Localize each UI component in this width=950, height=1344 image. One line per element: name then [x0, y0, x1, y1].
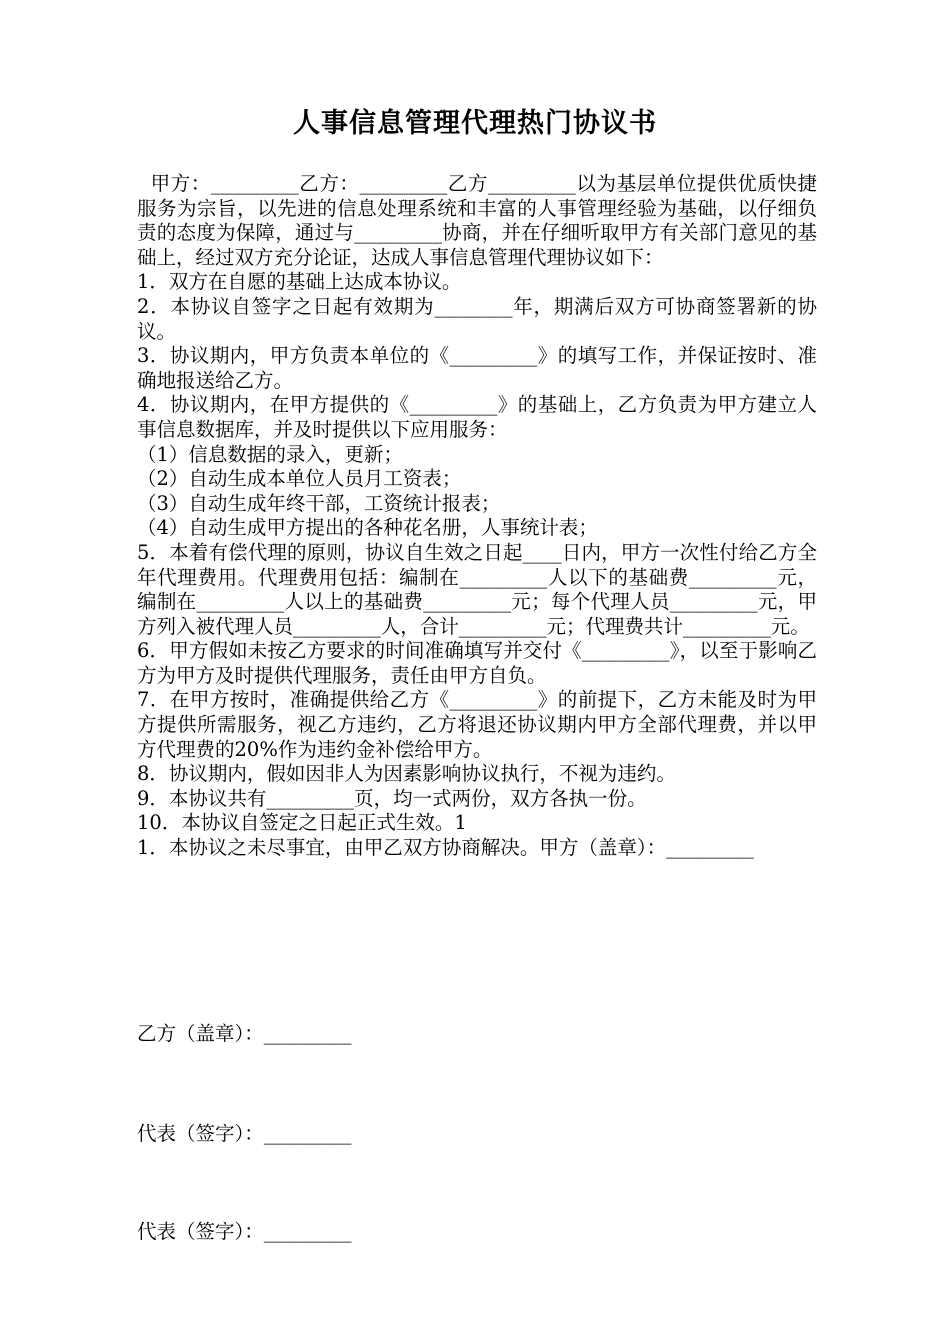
service-item-1: （1）信息数据的录入，更新； [137, 442, 403, 466]
clause-5: 5．本着有偿代理的原则，协议自生效之日起____日内，甲方一次性付给乙方全年代理费用。代理费用包括：编制在_________人以下的基础费_________元，编制在_________人以上的基础费_________元；每个代理人员_________元，甲方列入被代理人员_________人，合计_________元；代理费共计_________元。 [137, 540, 817, 638]
service-item-2: （2）自动生成本单位人员月工资表； [137, 467, 462, 491]
clause-3: 3．协议期内，甲方负责本单位的《_________》的填写工作，并保证按时、准确地报送给乙方。 [137, 344, 817, 392]
clause-11-party-a-seal: 1．本协议之未尽事宜，由甲乙双方协商解决。甲方（盖章）：_________ [137, 836, 754, 860]
clause-7: 7．在甲方按时，准确提供给乙方《_________》的前提下，乙方未能及时为甲方提供所需服务，视乙方违约，乙方将退还协议期内甲方全部代理费，并以甲方代理费的20%作为违约金补偿给甲方。 [137, 688, 817, 761]
intro-paragraph: 甲方：_________乙方：_________乙方_________以为基层单位提供优质快捷服务为宗旨，以先进的信息处理系统和丰富的人事管理经验为基础，以仔细负责的态度为保障，通过与_________协商，并在仔细听取甲方有关部门意见的基础上，经过双方充分论证，达成人事信息管理代理协议如下： [137, 172, 817, 269]
document-title: 人事信息管理代理热门协议书 [293, 108, 657, 139]
service-item-4: （4）自动生成甲方提出的各种花名册，人事统计表； [137, 516, 598, 540]
clause-2: 2．本协议自签字之日起有效期为________年，期满后双方可协商签署新的协议。 [137, 294, 817, 343]
party-b-seal-line: 乙方（盖章）：_________ [137, 1022, 352, 1045]
clause-4: 4．协议期内，在甲方提供的《_________》的基础上，乙方负责为甲方建立人事信息数据库，并及时提供以下应用服务： [137, 393, 817, 441]
document-body [137, 172, 817, 861]
service-item-3: （3）自动生成年终干部，工资统计报表； [137, 491, 501, 515]
clause-10: 10．本协议自签定之日起正式生效。1 [137, 811, 467, 835]
clause-1: 1．双方在自愿的基础上达成本协议。 [137, 270, 462, 294]
representative-signature-line: 代表（签字）：_________ [137, 1122, 352, 1145]
clause-9: 9．本协议共有_________页，均一式两份，双方各执一份。 [137, 786, 647, 810]
clause-8: 8．协议期内，假如因非人为因素影响协议执行，不视为违约。 [137, 762, 676, 786]
representative-signature-line: 代表（签字）：_________ [137, 1220, 352, 1243]
clause-6: 6．甲方假如未按乙方要求的时间准确填写并交付《_________》，以至于影响乙方为甲方及时提供代理服务，责任由甲方自负。 [137, 639, 817, 687]
